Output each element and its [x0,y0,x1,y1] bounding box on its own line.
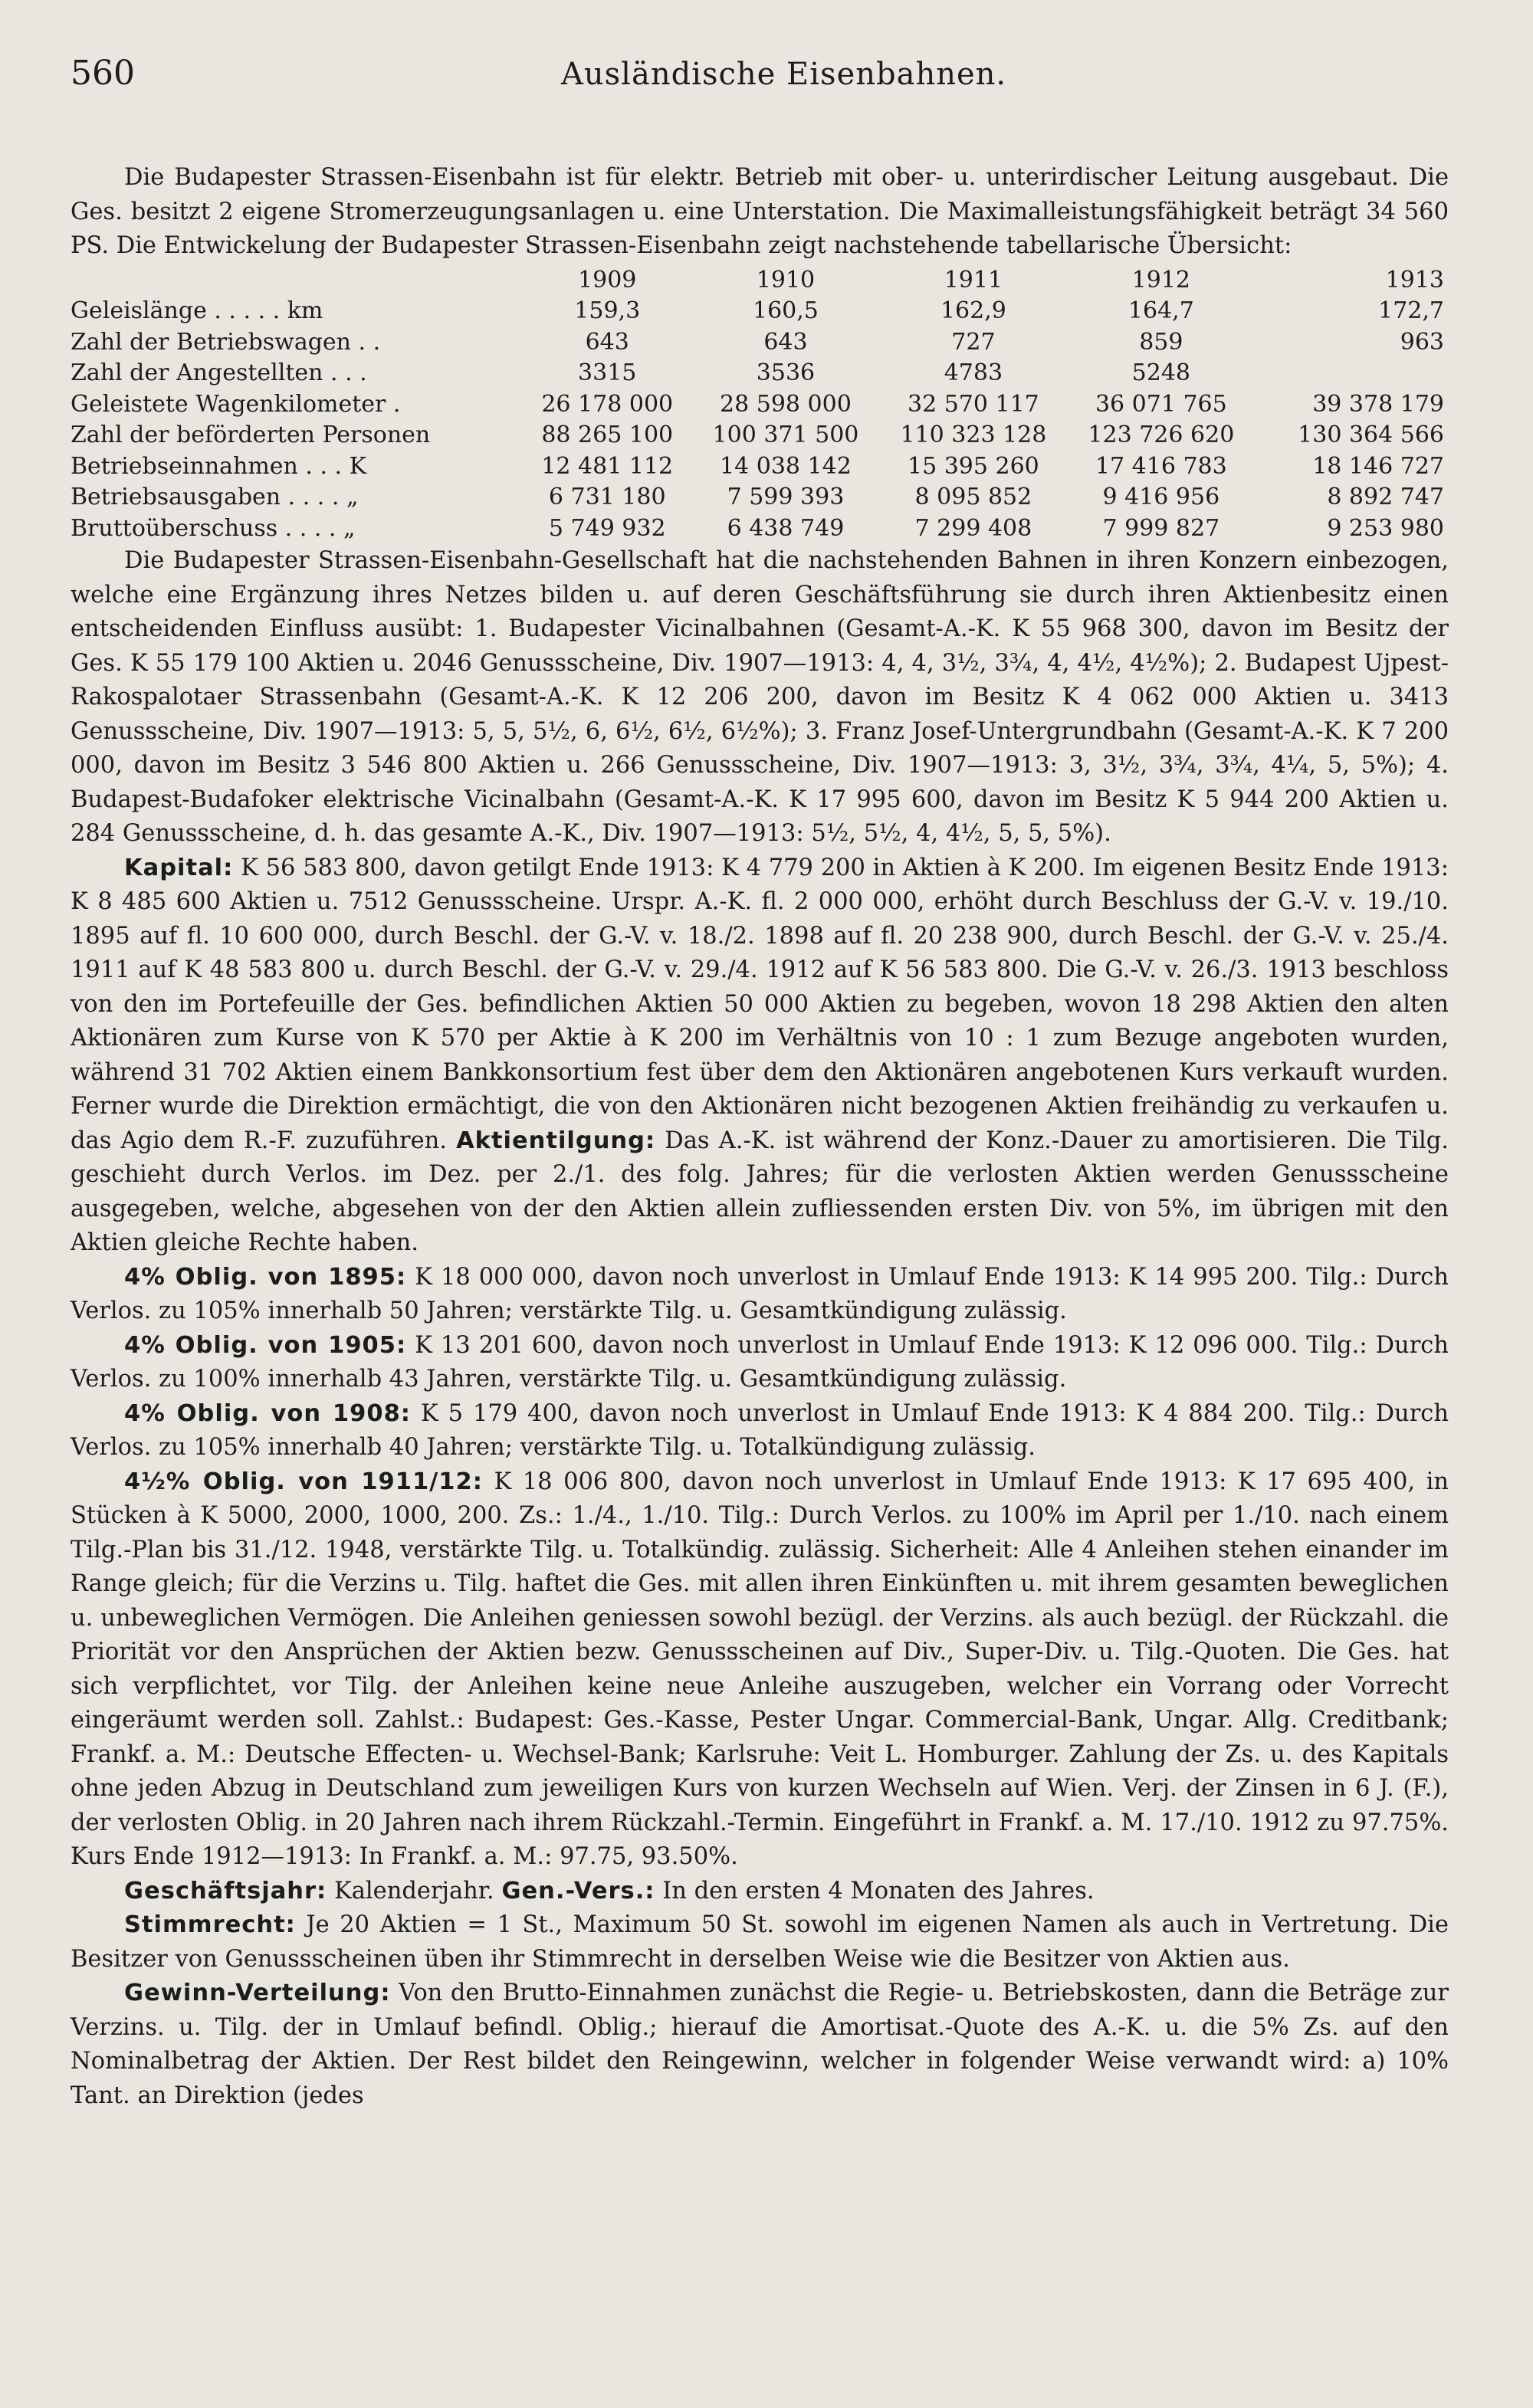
table-header-row [71,265,1449,297]
year-1913: 1913 [1385,266,1444,294]
table-cell: 6 731 180 [548,484,666,510]
table-cell: 7 999 827 [1102,514,1220,542]
table-cell [1255,358,1449,389]
table-cell: 3536 [756,359,816,386]
table-row [71,358,1449,389]
geschaeftsjahr-heading: Geschäftsjahr: [124,1877,327,1904]
table-header-label [71,265,523,297]
table-row [71,482,1449,513]
table-cell: 5 749 932 [548,514,666,542]
table-cell: 643 [585,328,629,356]
table-row [71,451,1449,483]
gewinn-verteilung-heading: Gewinn-Verteilung: [124,1980,391,2006]
aktientilgung-heading: Aktientilgung: [456,1127,656,1154]
table-cell: 26 178 000 [541,390,674,418]
table-cell: 110 323 128 [900,422,1047,448]
table-cell: 39 378 179 [1312,390,1444,418]
table-cell: 172,7 [1378,297,1444,324]
table-cell: 7 299 408 [914,514,1032,542]
table-cell: 130 364 566 [1298,422,1444,448]
row-label: Bruttoüberschuss . . . . „ [71,514,356,542]
table-cell: 28 598 000 [720,390,852,418]
table-cell: 5248 [1131,359,1191,386]
row-label: Betriebsausgaben . . . . „ [71,484,359,510]
table-cell: 32 570 117 [908,390,1039,418]
table-cell: 14 038 142 [720,452,852,480]
obligation-1895-heading: 4% Oblig. von 1895: [124,1263,407,1291]
obligation-1908-heading: 4% Oblig. von 1908: [124,1399,412,1427]
table-row [71,513,1449,545]
kapital-heading: Kapital: [124,854,234,881]
table-cell: 727 [951,328,996,356]
kapital-paragraph [71,851,1449,1261]
year-1910: 1910 [756,266,816,294]
table-cell: 859 [1139,328,1183,356]
table-cell: 88 265 100 [541,422,674,448]
konzern-paragraph: Die Budapester Strassen-Eisenbahn-Gesellschaft hat die nachstehenden Bahnen in ihren Konzern einbezogen, welche eine Ergänzung ihres Netzes bilden u. auf deren Geschäftsführung sie durch ihren Aktienbesitz einen entscheidenden Einfluss ausübt: 1. Budapester Vicinalbahnen (Gesamt-A.-K. K 55 968 300, davon im Besitz der Ges. K 55 179 100 Aktien u. 2046 Genussscheine, Div. 1907—1913: 4, 4, 3½, 3¾, 4, 4½, 4½%); 2. Budapest Ujpest-Rakospalotaer Strassenbahn (Gesamt-A.-K. K 12 206 200, davon im Besitz K 4 062 000 Aktien u. 3413 Genussscheine, Div. 1907—1913: 5, 5, 5½, 6, 6½, 6½, 6½%); 3. Franz Josef-Untergrundbahn (Gesamt-A.-K. K 7 200 000, davon im Besitz 3 546 800 Aktien u. 266 Genussscheine, Div. 1907—1913: 3, 3½, 3¾, 3¾, 4¼, 5, 5%); 4. Budapest-Budafoker elektrische Vicinalbahn (Gesamt-A.-K. K 17 995 600, davon im Besitz K 5 944 200 Aktien u. 284 Genussscheine, d. h. das gesamte A.-K., Div. 1907—1913: 5½, 5½, 4, 4½, 5, 5, 5%). [71,547,1449,847]
gen-vers-text: In den ersten 4 Monaten des Jahres. [662,1877,1095,1904]
stimmrecht-paragraph [71,1908,1449,1977]
table-cell: 8 892 747 [1327,484,1444,510]
running-title: Ausländische Eisenbahnen. [561,57,1007,92]
running-head [71,54,1449,107]
geschaeftsjahr-text: Kalenderjahr. [333,1877,494,1904]
table-cell: 3315 [578,359,637,386]
row-label: Geleistete Wagenkilometer . [71,390,401,418]
obligation-1895-text: K 18 000 000, davon noch unverlost in Umlauf Ende 1913: K 14 995 200. Tilg.: Durch Verlos. zu 105% innerhalb 50 Jahren; verstärkte Tilg. u. Gesamtkündigung zulässig. [71,1263,1449,1324]
table-cell: 100 371 500 [712,422,859,448]
table-cell: 8 095 852 [914,484,1032,510]
gen-vers-heading: Gen.-Vers.: [501,1877,655,1904]
year-1909: 1909 [578,266,637,294]
table-cell: 15 395 260 [908,452,1039,480]
table-cell: 643 [763,328,808,356]
obligation-1895-paragraph [71,1261,1449,1329]
obligation-1911-heading: 4½% Oblig. von 1911/12: [124,1468,483,1495]
table-cell: 36 071 765 [1095,390,1227,418]
table-cell: 160,5 [753,297,819,324]
table-cell: 162,9 [940,297,1006,324]
obligation-1911-text: K 18 006 800, davon noch unverlost in Umlauf Ende 1913: K 17 695 400, in Stücken à K 5000, 2000, 1000, 200. Zs.: 1./4., 1./10. Tilg.: Durch Verlos. zu 100% im April per 1./10. nach einem Tilg.-Plan bis 31./12. 1948, verstärkte Tilg. u. Totalkündig. zulässig. Sicherheit: Alle 4 Anleihen stehen einander im Range gleich; für die Verzins u. Tilg. haftet die Ges. mit allen ihren Einkünften u. mit ihrem gesamten beweglichen u. unbeweglichen Vermögen. Die Anleihen geniessen sowohl bezügl. der Verzins. als auch bezügl. der Rückzahl. die Priorität vor den Ansprüchen der Aktien bezw. Genussscheinen auf Div., Super-Div. u. Tilg.-Quoten. Die Ges. hat sich verpflichtet, vor Tilg. der Anleihen keine neue Anleihe auszugeben, welcher ein Vorrang oder Vorrecht eingeräumt werden soll. Zahlst.: Budapest: Ges.-Kasse, Pester Ungar. Commercial-Bank, Ungar. Allg. Creditbank; Frankf. a. M.: Deutsche Effecten- u. Wechsel-Bank; Karlsruhe: Veit L. Homburger. Zahlung der Zs. u. des Kapitals ohne jeden Abzug in Deutschland zum jeweiligen Kurs von kurzen Wechseln auf Wien. Verj. der Zinsen in 6 J. (F.), der verlosten Oblig. in 20 Jahren nach ihrem Rückzahl.-Termin. Eingeführt in Frankf. a. M. 17./10. 1912 zu 97.75%. Kurs Ende 1912—1913: In Frankf. a. M.: 97.75, 93.50%. [71,1468,1449,1870]
obligation-1905-paragraph [71,1329,1449,1397]
stimmrecht-text: Je 20 Aktien = 1 St., Maximum 50 St. sowohl im eigenen Namen als auch in Vertretung. Die Besitzer von Genussscheinen üben ihr Stimmrecht in derselben Weise wie die Besitzer von Aktien aus. [71,1911,1449,1973]
stimmrecht-heading: Stimmrecht: [124,1911,296,1938]
table-cell: 17 416 783 [1095,452,1227,480]
aktientilgung-text: Das A.-K. ist während der Konz.-Dauer zu amortisieren. Die Tilg. geschieht durch Verlos. im Dez. per 2./1. des folg. Jahres; für die verlosten Aktien werden Genussscheine ausgegeben, welche, abgesehen von der den Aktien allein zufliessenden ersten Div. von 5%, im übrigen mit den Aktien gleiche Rechte haben. [71,1127,1449,1256]
table-cell: 12 481 112 [541,452,674,480]
statistics-table [71,265,1449,545]
intro-paragraph: Die Budapester Strassen-Eisenbahn ist für elektr. Betrieb mit ober- u. unterirdischer Leitung ausgebaut. Die Ges. besitzt 2 eigene Stromerzeugungsanlagen u. eine Unterstation. Die Maximalleistungsfähigkeit beträgt 34 560 PS. Die Entwickelung der Budapester Strassen-Eisenbahn zeigt nachstehende tabellarische Übersicht: [71,164,1449,259]
gewinn-verteilung-paragraph [71,1977,1449,2113]
page-body [71,161,1449,2113]
table-cell: 123 726 620 [1088,422,1235,448]
table-cell: 4783 [944,359,1003,386]
table-cell: 9 416 956 [1102,484,1220,510]
obligation-1911-paragraph [71,1465,1449,1875]
table-cell: 6 438 749 [727,514,845,542]
table-cell: 9 253 980 [1327,514,1444,542]
obligation-1905-text: K 13 201 600, davon noch unverlost in Umlauf Ende 1913: K 12 096 000. Tilg.: Durch Verlos. zu 100% innerhalb 43 Jahren, verstärkte Tilg. u. Gesamtkündigung zulässig. [71,1331,1449,1393]
obligation-1905-heading: 4% Oblig. von 1905: [124,1331,407,1359]
row-label: Zahl der Angestellten . . . [71,359,367,386]
row-label: Zahl der beförderten Personen [71,422,431,448]
table-cell: 159,3 [574,297,641,324]
row-label: Betriebseinnahmen . . . K [71,452,367,480]
table-cell: 7 599 393 [727,484,845,510]
year-1911: 1911 [944,266,1003,294]
table-row [71,296,1449,327]
kapital-text: K 56 583 800, davon getilgt Ende 1913: K 4 779 200 in Aktien à K 200. Im eigenen Besitz Ende 1913: K 8 485 600 Aktien u. 7512 Genussscheine. Urspr. A.-K. fl. 2 000 000, erhöht durch Beschluss der G.-V. v. 19./10. 1895 auf fl. 10 600 000, durch Beschl. der G.-V. v. 18./2. 1898 auf fl. 20 238 900, durch Beschl. der G.-V. v. 25./4. 1911 auf K 48 583 800 u. durch Beschl. der G.-V. v. 29./4. 1912 auf K 56 583 800. Die G.-V. v. 26./3. 1913 beschloss von den im Portefeuille der Ges. befindlichen Aktien 50 000 Aktien zu begeben, wovon 18 298 Aktien den alten Aktionären zum Kurse von K 570 per Aktie à K 200 im Verhältnis von 10 : 1 zum Bezuge angeboten wurden, während 31 702 Aktien einem Bankkonsortium fest über dem den Aktionären angebotenen Kurs verkauft wurden. Ferner wurde die Direktion ermächtigt, die von den Aktionären nicht bezogenen Aktien freihändig zu verkaufen u. das Agio dem R.-F. zuzuführen. [71,854,1449,1154]
table-row [71,327,1449,359]
page-number: 560 [71,54,135,93]
table-row [71,389,1449,421]
obligation-1908-paragraph [71,1397,1449,1465]
table-cell: 164,7 [1128,297,1194,324]
row-label: Zahl der Betriebswagen . . [71,328,381,356]
row-label: Geleislänge . . . . . km [71,297,323,324]
table-cell: 963 [1400,328,1444,356]
obligation-1908-text: K 5 179 400, davon noch unverlost in Umlauf Ende 1913: K 4 884 200. Tilg.: Durch Verlos. zu 105% innerhalb 40 Jahren; verstärkte Tilg. u. Totalkündigung zulässig. [71,1399,1449,1461]
year-1912: 1912 [1131,266,1191,294]
gewinn-verteilung-text: Von den Brutto-Einnahmen zunächst die Regie- u. Betriebskosten, dann die Beträge zur Verzins. u. Tilg. der in Umlauf befindl. Oblig.; hierauf die Amortisat.-Quote des A.-K. u. die 5% Zs. auf den Nominalbetrag der Aktien. Der Rest bildet den Reingewinn, welcher in folgender Weise verwandt wird: a) 10% Tant. an Direktion (jedes [71,1980,1449,2109]
geschaeftsjahr-paragraph [71,1875,1449,1909]
table-row [71,420,1449,451]
table-cell: 18 146 727 [1312,452,1444,480]
